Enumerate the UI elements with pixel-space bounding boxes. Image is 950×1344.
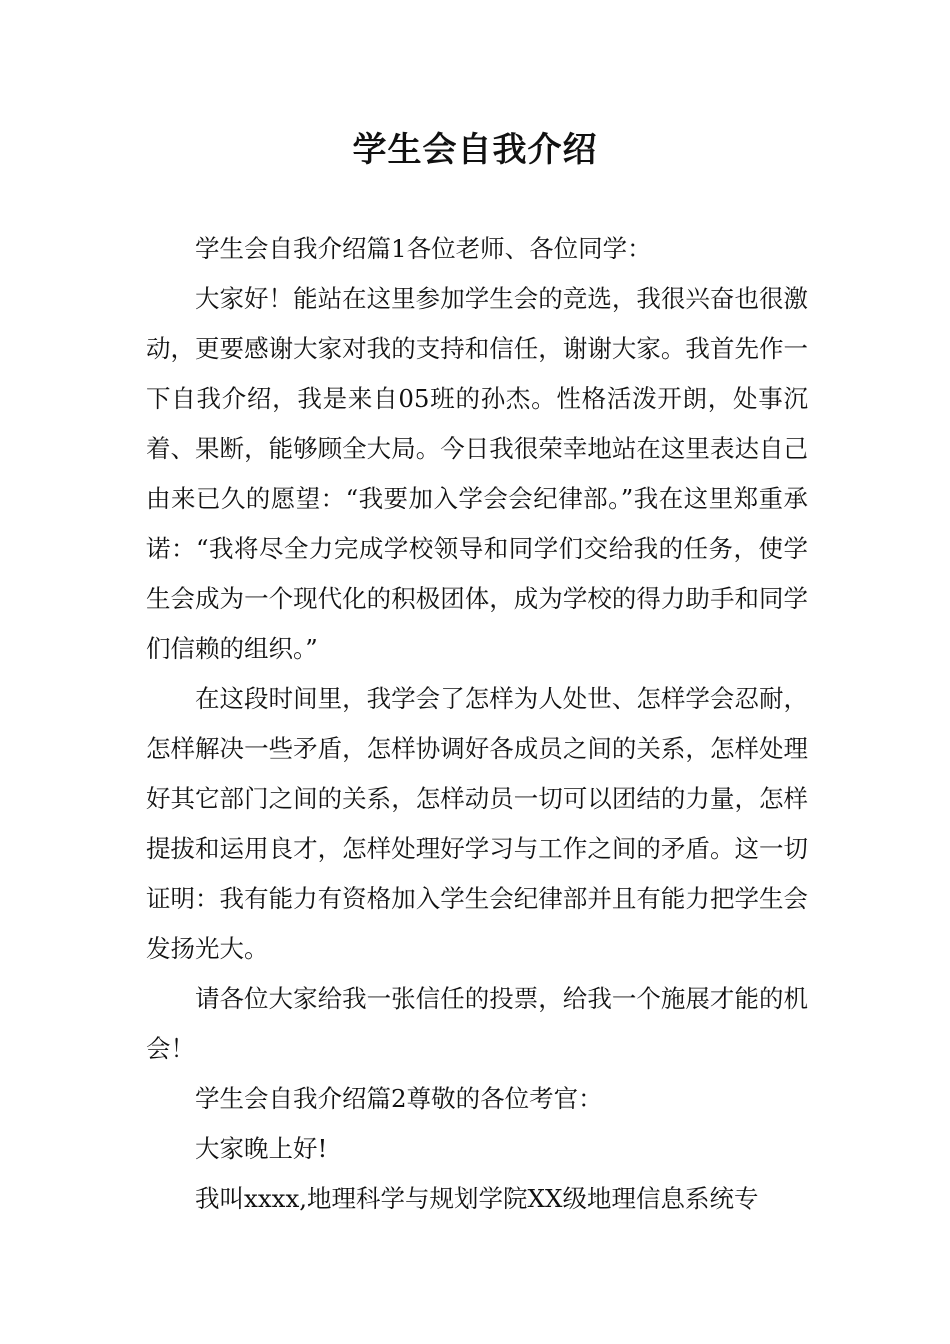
document-title: 学生会自我介绍 (352, 130, 598, 170)
paragraph: 在这段时间里，我学会了怎样为人处世、怎样学会忍耐，怎样解决一些矛盾，怎样协调好各成员之间的关系，怎样处理好其它部门之间的关系，怎样动员一切可以团结的力量，怎样提拔和运用良才，怎样处理好学习与工作之间的矛盾。这一切证明：我有能力有资格加入学生会纪律部并且有能力把学生会发扬光大。 (146, 684, 808, 963)
document-body (146, 224, 808, 1224)
paragraph: 大家晚上好! (195, 1134, 328, 1163)
paragraph: 学生会自我介绍篇1各位老师、各位同学： (195, 234, 652, 263)
paragraph: 学生会自我介绍篇2尊敬的各位考官： (195, 1084, 603, 1113)
paragraph: 我叫xxxx,地理科学与规划学院XX级地理信息系统专 (195, 1184, 759, 1213)
paragraph: 请各位大家给我一张信任的投票，给我一个施展才能的机会！ (146, 984, 808, 1063)
paragraph: 大家好！能站在这里参加学生会的竞选，我很兴奋也很激动，更要感谢大家对我的支持和信任，谢谢大家。我首先作一下自我介绍，我是来自05班的孙杰。性格活泼开朗，处事沉着、果断，能够顾全大局。今日我很荣幸地站在这里表达自己由来已久的愿望：“我要加入学会会纪律部。”我在这里郑重承诺：“我将尽全力完成学校领导和同学们交给我的任务，使学生会成为一个现代化的积极团体，成为学校的得力助手和同学们信赖的组织。” (146, 284, 808, 663)
